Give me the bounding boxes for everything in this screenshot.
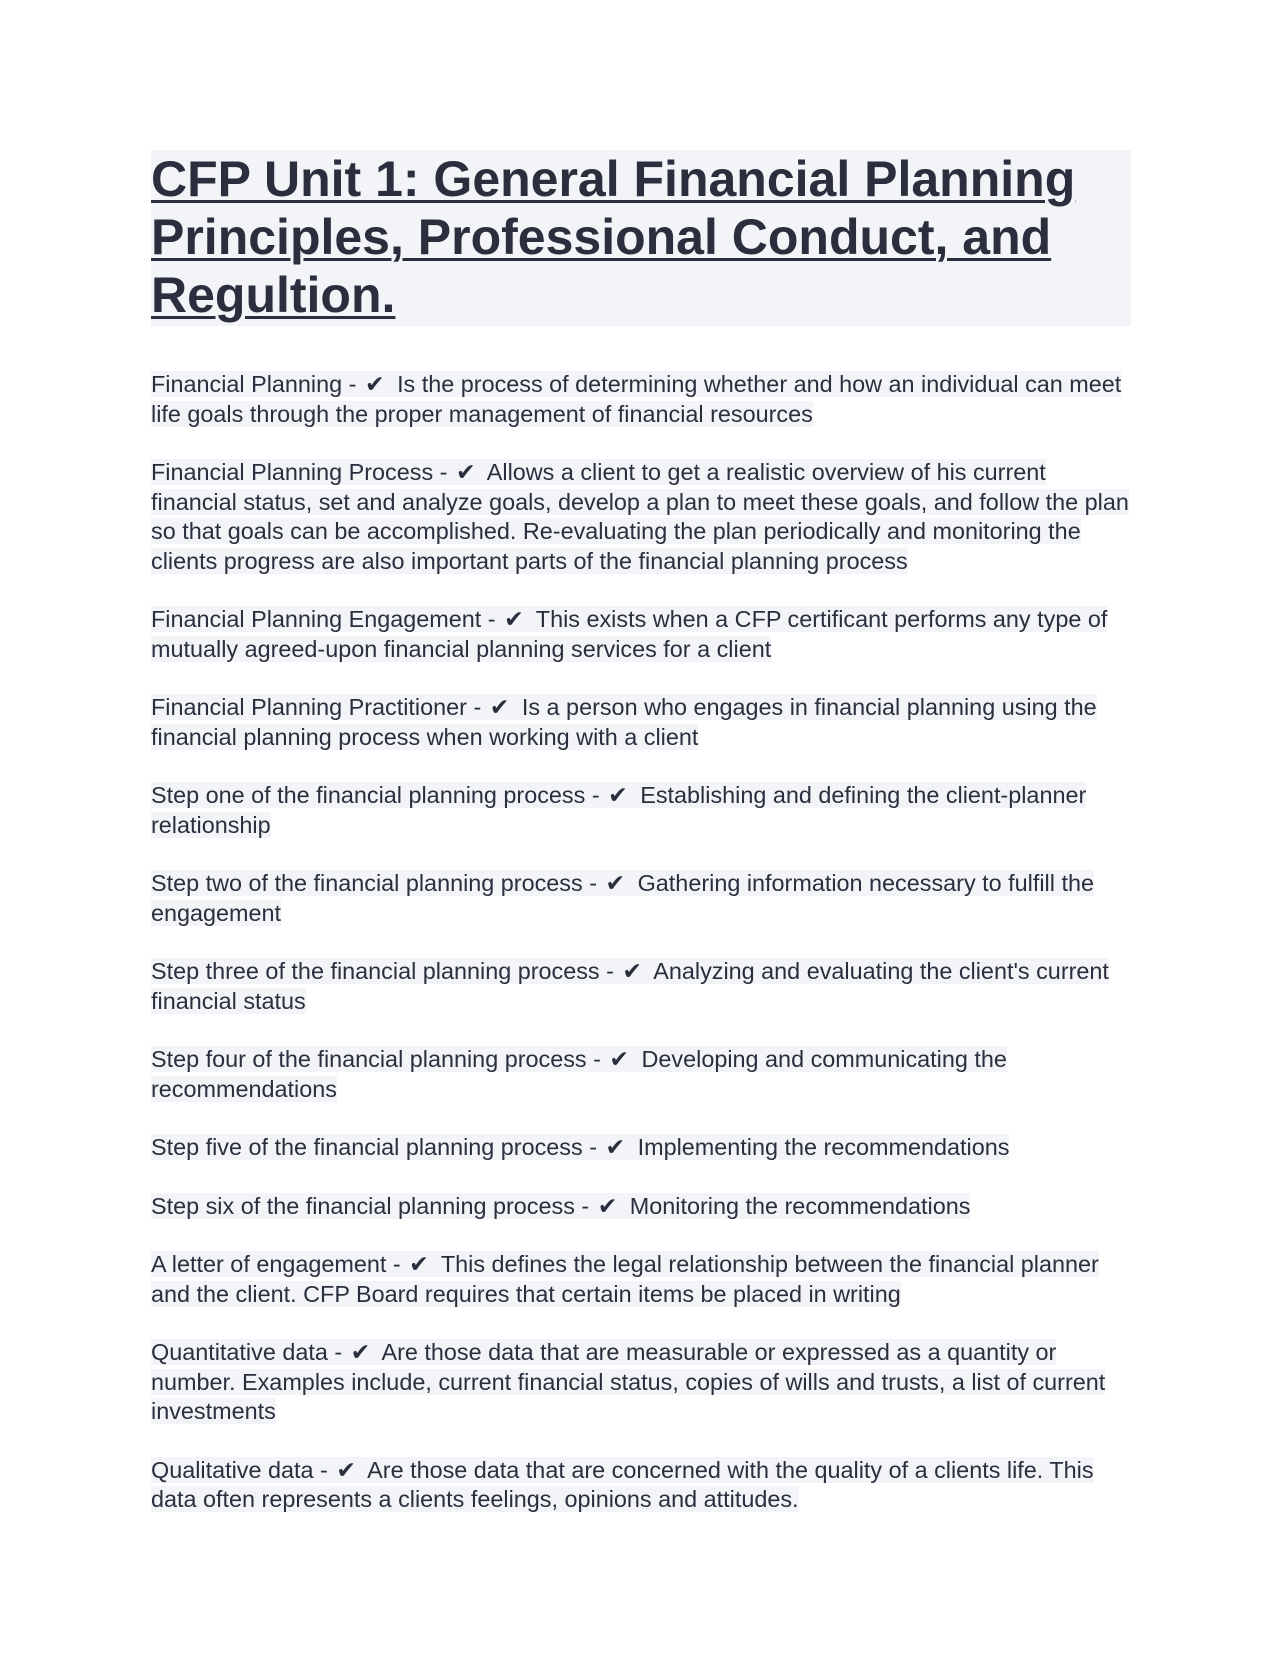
entry-definition: Is the process of determining whether and how an individual can meet life goals through the proper management of financial resources	[151, 371, 1122, 427]
entry-definition: Analyzing and evaluating the client's current financial status	[151, 958, 1109, 1014]
check-icon: ✔	[489, 694, 510, 720]
entry-definition: Establishing and defining the client-planner relationship	[151, 782, 1087, 838]
entry-definition: Gathering information necessary to fulfill the engagement	[151, 870, 1094, 926]
entry-term: Step one of the financial planning process	[151, 782, 586, 808]
entry-separator: -	[466, 694, 488, 720]
entry-term: Quantitative data	[151, 1339, 328, 1365]
entry-separator: -	[574, 1192, 596, 1219]
flashcard-entry	[151, 605, 1131, 664]
entry-term: Step two of the financial planning process	[151, 870, 583, 896]
check-icon: ✔	[608, 782, 628, 808]
flashcard-entry	[151, 1133, 1131, 1163]
entry-separator: -	[586, 1046, 608, 1072]
check-icon: ✔	[336, 1456, 356, 1483]
entry-definition: Are those data that are concerned with the quality of a clients life. This data often represents a clients feelings, opinions and attitudes.	[151, 1456, 1094, 1512]
flashcard-entry	[151, 1456, 1131, 1515]
check-icon: ✔	[504, 606, 524, 632]
entry-separator: -	[327, 1339, 349, 1365]
check-icon: ✔	[622, 958, 643, 984]
entry-term: A letter of engagement	[151, 1251, 387, 1277]
document-page	[151, 150, 1131, 1544]
flashcard-entry	[151, 1250, 1131, 1309]
entry-separator: -	[386, 1251, 408, 1277]
entry-definition: Monitoring the recommendations	[629, 1192, 971, 1219]
entry-term: Step four of the financial planning process	[151, 1046, 587, 1072]
entry-definition: Is a person who engages in financial planning using the financial planning process when working with a client	[151, 694, 1097, 750]
check-icon: ✔	[455, 459, 476, 485]
flashcard-entry	[151, 1192, 1131, 1222]
flashcard-entry	[151, 869, 1131, 928]
check-icon: ✔	[609, 1046, 630, 1072]
entry-definition: Are those data that are measurable or expressed as a quantity or number. Examples include, current financial status, copies of wills and trusts, a list of current investments	[151, 1339, 1106, 1424]
entry-definition: This defines the legal relationship between the financial planner and the client. CFP Board requires that certain items be placed in writing	[151, 1251, 1099, 1307]
entry-definition: Implementing the recommendations	[637, 1134, 1010, 1160]
flashcard-entry	[151, 693, 1131, 752]
flashcard-list	[151, 370, 1131, 1515]
entry-term: Financial Planning Practitioner	[151, 694, 467, 720]
flashcard-entry	[151, 1045, 1131, 1104]
entry-separator: -	[582, 1134, 604, 1160]
flashcard-entry	[151, 781, 1131, 840]
entry-term: Financial Planning Engagement	[151, 606, 482, 632]
entry-term: Step five of the financial planning process	[151, 1134, 583, 1160]
entry-separator: -	[599, 958, 621, 984]
entry-term: Financial Planning Process	[151, 459, 434, 485]
entry-term: Step six of the financial planning process	[151, 1192, 575, 1219]
document-title-text: CFP Unit 1: General Financial Planning Principles, Professional Conduct, and Regultion.	[151, 150, 1131, 326]
entry-separator: -	[342, 371, 363, 397]
check-icon: ✔	[605, 1134, 626, 1160]
check-icon: ✔	[350, 1339, 371, 1365]
check-icon: ✔	[605, 870, 626, 896]
entry-definition: Developing and communicating the recommendations	[151, 1046, 1007, 1102]
check-icon: ✔	[597, 1192, 618, 1219]
check-icon: ✔	[364, 371, 385, 397]
flashcard-entry	[151, 370, 1131, 429]
flashcard-entry	[151, 458, 1131, 576]
check-icon: ✔	[409, 1251, 429, 1277]
entry-separator: -	[582, 870, 604, 896]
document-title	[151, 150, 1131, 326]
entry-separator: -	[481, 606, 503, 632]
entry-separator: -	[433, 459, 454, 485]
entry-separator: -	[313, 1456, 335, 1483]
flashcard-entry	[151, 957, 1131, 1016]
entry-definition: This exists when a CFP certificant performs any type of mutually agreed-upon financial planning services for a client	[151, 606, 1108, 662]
entry-term: Qualitative data	[151, 1456, 314, 1483]
entry-term: Financial Planning	[151, 371, 343, 397]
entry-definition: Allows a client to get a realistic overview of his current financial status, set and analyze goals, develop a plan to meet these goals, and follow the plan so that goals can be accomplished. Re-evaluating the plan periodically and monitoring the clients progress are also important parts of the financial planning process	[151, 459, 1129, 574]
entry-separator: -	[585, 782, 607, 808]
entry-term: Step three of the financial planning process	[151, 958, 600, 984]
flashcard-entry	[151, 1338, 1131, 1427]
